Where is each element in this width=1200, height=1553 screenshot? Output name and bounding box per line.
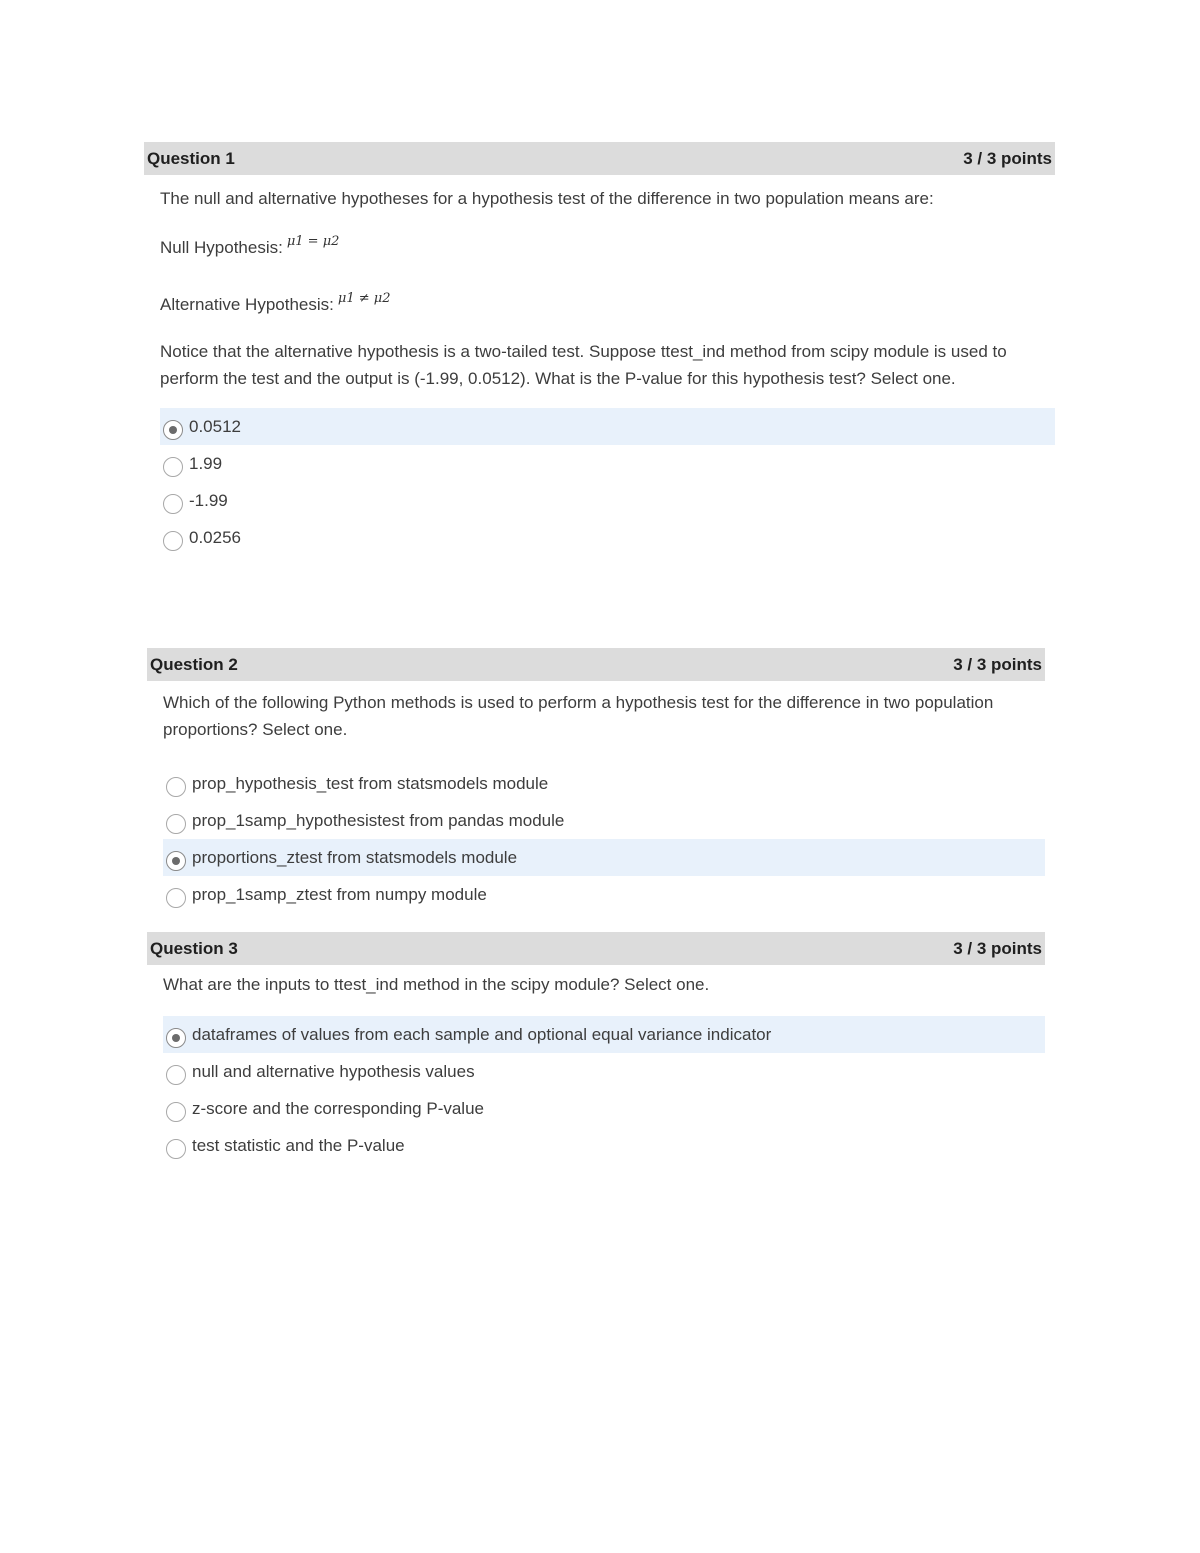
answer-choices xyxy=(160,408,1055,556)
choice-label: null and alternative hypothesis values xyxy=(192,1061,475,1081)
radio-selected-dot xyxy=(169,426,177,434)
question-title: Question 1 xyxy=(147,148,235,168)
alternative-hypothesis-expression: μ1 ≠ μ2 xyxy=(337,291,391,306)
choice-0[interactable] xyxy=(160,408,1055,445)
choice-label: prop_1samp_ztest from numpy module xyxy=(192,884,487,904)
question-points: 3 / 3 points xyxy=(953,654,1042,674)
question-header xyxy=(147,648,1045,681)
radio-button[interactable] xyxy=(166,888,186,908)
question-prompt: Notice that the alternative hypothesis is a two-tailed test. Suppose ttest_ind method from scipy module is used to perform the test and the output is (-1.99, 0.0512). What is the P-value for this hypothesis test? Select one. xyxy=(160,342,1007,388)
radio-button[interactable] xyxy=(166,814,186,834)
radio-button[interactable] xyxy=(166,1028,186,1048)
radio-button[interactable] xyxy=(166,777,186,797)
question-points: 3 / 3 points xyxy=(963,148,1052,168)
question-text: The null and alternative hypotheses for a hypothesis test of the difference in two population means are: xyxy=(160,189,934,208)
choice-label: -1.99 xyxy=(189,490,228,510)
choice-2[interactable] xyxy=(163,839,1045,876)
choice-1[interactable] xyxy=(160,445,1055,482)
choice-label: prop_hypothesis_test from statsmodels module xyxy=(192,773,549,793)
choice-label: proportions_ztest from statsmodels module xyxy=(192,847,518,867)
answer-choices xyxy=(163,1016,1045,1164)
choice-label: 1.99 xyxy=(189,453,223,473)
question-3 xyxy=(147,932,1045,1164)
radio-selected-dot xyxy=(172,857,180,865)
radio-button[interactable] xyxy=(166,1139,186,1159)
choice-label: dataframes of values from each sample and optional equal variance indicator xyxy=(192,1024,772,1044)
choice-3[interactable] xyxy=(163,1127,1045,1164)
choice-label: test statistic and the P-value xyxy=(192,1135,405,1155)
choice-label: 0.0512 xyxy=(189,416,241,436)
choice-3[interactable] xyxy=(163,876,1045,913)
radio-button[interactable] xyxy=(166,1102,186,1122)
radio-selected-dot xyxy=(172,1034,180,1042)
question-header xyxy=(147,932,1045,965)
radio-button[interactable] xyxy=(163,420,183,440)
radio-button[interactable] xyxy=(163,457,183,477)
choice-2[interactable] xyxy=(163,1090,1045,1127)
answer-choices xyxy=(163,765,1045,913)
null-hypothesis xyxy=(160,234,1039,261)
choice-1[interactable] xyxy=(163,1053,1045,1090)
alternative-hypothesis xyxy=(160,291,1039,318)
question-points: 3 / 3 points xyxy=(953,938,1042,958)
question-1 xyxy=(144,142,1055,556)
alternative-hypothesis-label: Alternative Hypothesis: xyxy=(160,295,334,314)
question-header xyxy=(144,142,1055,175)
question-text: Which of the following Python methods is used to perform a hypothesis test for the difference in two population proportions? Select one. xyxy=(163,693,994,739)
choice-label: prop_1samp_hypothesistest from pandas module xyxy=(192,810,565,830)
question-title: Question 2 xyxy=(150,654,238,674)
question-text: What are the inputs to ttest_ind method in the scipy module? Select one. xyxy=(163,975,710,994)
choice-0[interactable] xyxy=(163,765,1045,802)
null-hypothesis-expression: μ1 = μ2 xyxy=(286,234,340,249)
question-2 xyxy=(147,648,1045,913)
choice-2[interactable] xyxy=(160,482,1055,519)
null-hypothesis-label: Null Hypothesis: xyxy=(160,238,283,257)
choice-label: z-score and the corresponding P-value xyxy=(192,1098,484,1118)
choice-3[interactable] xyxy=(160,519,1055,556)
question-title: Question 3 xyxy=(150,938,238,958)
radio-button[interactable] xyxy=(166,1065,186,1085)
radio-button[interactable] xyxy=(163,494,183,514)
radio-button[interactable] xyxy=(166,851,186,871)
choice-0[interactable] xyxy=(163,1016,1045,1053)
choice-label: 0.0256 xyxy=(189,527,241,547)
radio-button[interactable] xyxy=(163,531,183,551)
choice-1[interactable] xyxy=(163,802,1045,839)
